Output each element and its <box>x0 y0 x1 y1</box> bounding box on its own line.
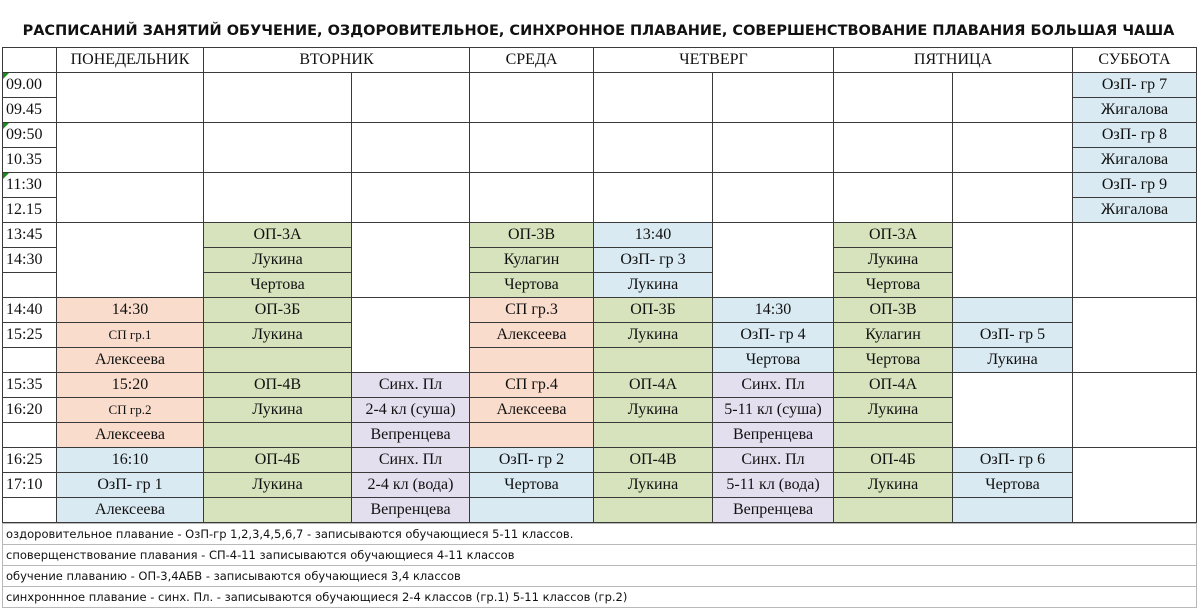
empty-cell <box>713 173 834 223</box>
empty-cell <box>204 73 352 123</box>
class-cell: Чертова <box>953 473 1073 498</box>
class-cell: Жигалова <box>1073 198 1197 223</box>
day-header: СУББОТА <box>1073 48 1197 73</box>
corner-cell <box>3 48 57 73</box>
class-cell: 14:30 <box>713 298 834 323</box>
time-blank <box>3 423 57 448</box>
class-cell: Жигалова <box>1073 148 1197 173</box>
class-cell: 15:20 <box>57 373 204 398</box>
time-blank <box>3 348 57 373</box>
class-cell: ОП-3В <box>834 298 953 323</box>
class-cell <box>594 423 713 448</box>
empty-cell <box>470 123 594 173</box>
time-end: 09.45 <box>3 98 57 123</box>
empty-cell <box>1073 448 1197 523</box>
class-cell: СП гр.4 <box>470 373 594 398</box>
empty-cell <box>953 73 1073 123</box>
empty-cell <box>594 73 713 123</box>
class-cell: Чертова <box>204 273 352 298</box>
empty-cell <box>953 123 1073 173</box>
class-cell <box>470 498 594 523</box>
class-cell <box>57 398 204 423</box>
table-row <box>3 223 1197 248</box>
time-start: 09.00 <box>3 73 57 98</box>
class-cell: Чертова <box>834 273 953 298</box>
class-cell: Алексеева <box>57 348 204 373</box>
class-cell: ОзП- гр 9 <box>1073 173 1197 198</box>
time-end: 14:30 <box>3 248 57 273</box>
empty-cell <box>1073 298 1197 373</box>
table-row <box>3 448 1197 473</box>
class-cell: ОзП- гр 3 <box>594 248 713 273</box>
empty-cell <box>470 73 594 123</box>
empty-cell <box>352 298 470 373</box>
class-cell <box>834 498 953 523</box>
time-start: 14:40 <box>3 298 57 323</box>
table-row <box>3 498 1197 523</box>
empty-cell <box>594 173 713 223</box>
table-row <box>3 373 1197 398</box>
empty-cell <box>352 173 470 223</box>
legend-item: оздоровительное плавание - ОзП-гр 1,2,3,4,5,6,7 - записываются обучающиеся 5-11 классов. <box>3 524 1197 545</box>
day-header: ПОНЕДЕЛЬНИК <box>57 48 204 73</box>
time-end: 17:10 <box>3 473 57 498</box>
class-cell: 2-4 кл (суша) <box>352 398 470 423</box>
class-cell: Лукина <box>204 248 352 273</box>
class-cell: ОзП- гр 5 <box>953 323 1073 348</box>
empty-cell <box>834 73 953 123</box>
class-cell <box>470 348 594 373</box>
empty-cell <box>953 223 1073 298</box>
time-end: 10.35 <box>3 148 57 173</box>
day-header: СРЕДА <box>470 48 594 73</box>
class-cell: ОП-3А <box>204 223 352 248</box>
time-blank <box>3 273 57 298</box>
class-cell: Кулагин <box>834 323 953 348</box>
empty-cell <box>953 373 1073 448</box>
empty-cell <box>57 223 204 298</box>
class-cell: Синх. Пл <box>352 448 470 473</box>
class-cell: Синх. Пл <box>713 448 834 473</box>
class-cell: ОзП- гр 2 <box>470 448 594 473</box>
class-cell: СП гр.3 <box>470 298 594 323</box>
class-cell: ОП-4А <box>834 373 953 398</box>
class-cell: Синх. Пл <box>352 373 470 398</box>
day-header: ВТОРНИК <box>204 48 470 73</box>
time-blank <box>3 498 57 523</box>
empty-cell <box>594 123 713 173</box>
class-cell: Лукина <box>834 473 953 498</box>
class-cell: Чертова <box>713 348 834 373</box>
empty-cell <box>57 173 204 223</box>
empty-cell <box>57 123 204 173</box>
class-cell: Чертова <box>834 348 953 373</box>
class-cell: Вепренцева <box>352 498 470 523</box>
class-cell: Лукина <box>953 348 1073 373</box>
class-cell: Вепренцева <box>713 423 834 448</box>
time-start: 09:50 <box>3 123 57 148</box>
table-row <box>3 173 1197 198</box>
class-cell: Жигалова <box>1073 98 1197 123</box>
empty-cell <box>352 73 470 123</box>
legend-item: синхроннное плавание - синх. Пл. - записываются обучающиеся 2-4 классов (гр.1) 5-11 классов (гр.2) <box>3 587 1197 608</box>
class-cell: ОзП- гр 4 <box>713 323 834 348</box>
header-row <box>3 48 1197 73</box>
legend-table <box>2 523 1197 608</box>
class-cell: ОзП- гр 7 <box>1073 73 1197 98</box>
class-cell: 16:10 <box>57 448 204 473</box>
class-cell: Лукина <box>204 323 352 348</box>
class-cell <box>594 498 713 523</box>
class-cell: ОП-3Б <box>594 298 713 323</box>
empty-cell <box>470 173 594 223</box>
empty-cell <box>204 123 352 173</box>
empty-cell <box>713 123 834 173</box>
class-cell <box>953 498 1073 523</box>
table-row <box>3 348 1197 373</box>
class-cell: Лукина <box>594 323 713 348</box>
class-cell: Алексеева <box>470 323 594 348</box>
class-cell: Вепренцева <box>352 423 470 448</box>
class-cell: ОП-3Б <box>204 298 352 323</box>
class-cell: 13:40 <box>594 223 713 248</box>
class-cell: ОП-3В <box>470 223 594 248</box>
class-cell: 5-11 кл (вода) <box>713 473 834 498</box>
class-cell <box>834 423 953 448</box>
empty-cell <box>1073 223 1197 298</box>
class-cell: Алексеева <box>57 423 204 448</box>
schedule-table <box>2 47 1197 523</box>
time-start: 13:45 <box>3 223 57 248</box>
table-row <box>3 298 1197 323</box>
page-title: РАСПИСАНИЙ ЗАНЯТИЙ ОБУЧЕНИЕ, ОЗДОРОВИТЕЛЬНОЕ, СИНХРОННОЕ ПЛАВАНИЕ, СОВЕРШЕНСТВОВАНИЕ ПЛАВАНИЯ БОЛЬШАЯ ЧАША <box>22 23 1175 39</box>
class-cell: Лукина <box>204 473 352 498</box>
class-cell <box>204 348 352 373</box>
class-cell: ОзП- гр 8 <box>1073 123 1197 148</box>
legend-item: обучение плаванию - ОП-3,4АБВ - записываются обучающиеся 3,4 классов <box>3 566 1197 587</box>
class-cell: Чертова <box>470 273 594 298</box>
class-cell: Алексеева <box>57 498 204 523</box>
table-row <box>3 73 1197 98</box>
class-cell: ОП-4Б <box>834 448 953 473</box>
class-cell: Вепренцева <box>713 498 834 523</box>
class-cell: Кулагин <box>470 248 594 273</box>
time-end: 15:25 <box>3 323 57 348</box>
class-cell <box>470 423 594 448</box>
table-row <box>3 323 1197 348</box>
empty-cell <box>713 223 834 298</box>
class-cell <box>204 423 352 448</box>
class-cell <box>57 323 204 348</box>
empty-cell <box>57 73 204 123</box>
empty-cell <box>1073 373 1197 448</box>
empty-cell <box>713 73 834 123</box>
time-end: 12.15 <box>3 198 57 223</box>
empty-cell <box>204 173 352 223</box>
class-cell <box>204 498 352 523</box>
class-cell: ОП-3А <box>834 223 953 248</box>
class-cell: Алексеева <box>470 398 594 423</box>
class-cell: 2-4 кл (вода) <box>352 473 470 498</box>
class-cell: ОП-4В <box>594 448 713 473</box>
class-cell <box>953 298 1073 323</box>
empty-cell <box>352 223 470 298</box>
class-cell: ОП-4Б <box>204 448 352 473</box>
class-cell: ОзП- гр 6 <box>953 448 1073 473</box>
class-cell: Лукина <box>594 473 713 498</box>
empty-cell <box>834 123 953 173</box>
class-cell: Чертова <box>470 473 594 498</box>
class-cell: ОП-4А <box>594 373 713 398</box>
table-row <box>3 123 1197 148</box>
class-cell: ОзП- гр 1 <box>57 473 204 498</box>
class-cell: Лукина <box>594 273 713 298</box>
day-header: ПЯТНИЦА <box>834 48 1073 73</box>
class-cell: Лукина <box>204 398 352 423</box>
class-cell: Синх. Пл <box>713 373 834 398</box>
time-start: 15:35 <box>3 373 57 398</box>
empty-cell <box>834 173 953 223</box>
day-header: ЧЕТВЕРГ <box>594 48 834 73</box>
empty-cell <box>953 173 1073 223</box>
class-cell: Лукина <box>834 248 953 273</box>
class-code: СП гр.2 <box>108 402 152 417</box>
class-cell: Лукина <box>594 398 713 423</box>
class-code: СП гр.1 <box>108 327 152 342</box>
time-end: 16:20 <box>3 398 57 423</box>
time-start: 16:25 <box>3 448 57 473</box>
empty-cell <box>352 123 470 173</box>
table-row <box>3 473 1197 498</box>
class-cell: 14:30 <box>57 298 204 323</box>
class-cell: ОП-4В <box>204 373 352 398</box>
class-cell: Лукина <box>834 398 953 423</box>
time-start: 11:30 <box>3 173 57 198</box>
class-cell <box>594 348 713 373</box>
class-cell: 5-11 кл (суша) <box>713 398 834 423</box>
legend-item: споверщенствование плавания - СП-4-11 записываются обучающиеся 4-11 классов <box>3 545 1197 566</box>
